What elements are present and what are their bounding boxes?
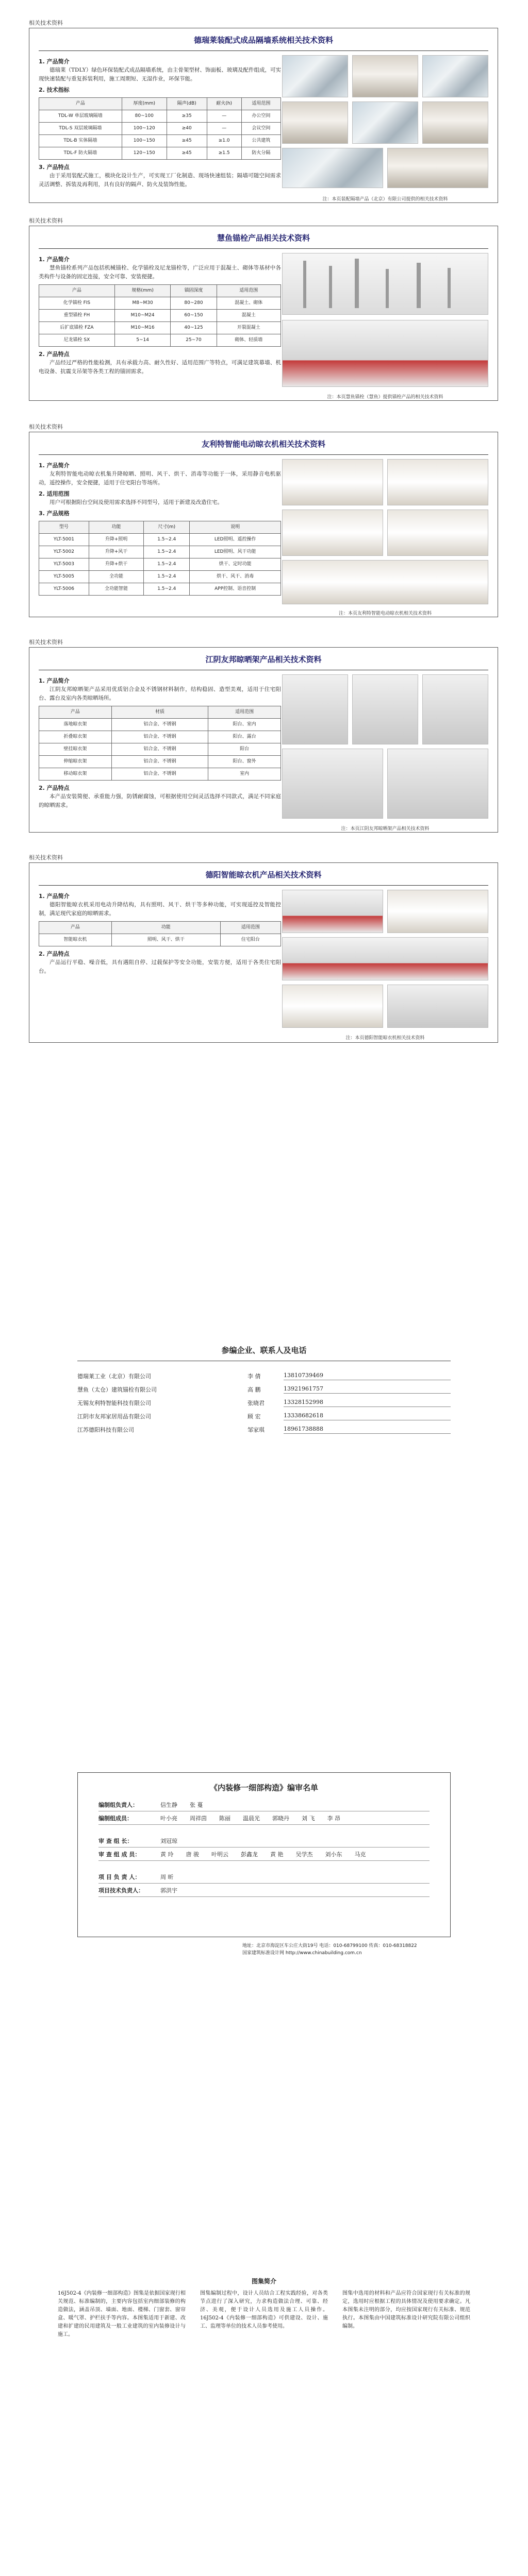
table-row: 落地晾衣架 铝合金、不锈钢 阳台、室内 (39, 719, 281, 731)
table-header: 产品 (39, 98, 122, 110)
heading: 1. 产品简介 (39, 58, 70, 65)
contacts-title: 参编企业、联系人及电话 (221, 1346, 307, 1355)
row-label: 项 目 负 责 人： (98, 1873, 141, 1880)
glass-partition-photo (282, 55, 348, 97)
dryer-usage-photo (282, 985, 383, 1028)
table-row: 重型锚栓 FH M10~M24 60~150 混凝土 (39, 310, 281, 322)
table-header: 适用范围 (208, 706, 281, 719)
divider (39, 454, 488, 455)
heading: 3. 产品规格 (39, 510, 70, 517)
table-header: 产品 (39, 706, 112, 719)
section-title: 友利特智能电动晾衣机相关技术资料 (201, 439, 325, 449)
text-column (39, 674, 281, 810)
company-name: 江阴市友邦家居用品有限公司 (77, 1413, 151, 1420)
atlas-intro (58, 2277, 470, 2339)
caption: 注：本页德阳智能晾衣机相关技术资料 (345, 1036, 425, 1041)
website-line: 国家建筑标准设计网 http://www.chinabuilding.com.cn (242, 1951, 362, 1956)
contact-row (77, 1423, 451, 1436)
anchor-bolts-photo (282, 253, 488, 315)
heading: 2. 产品特点 (39, 785, 70, 791)
paragraph: 由于采用装配式施工，模块化设计生产，可实现工厂化制造、现场快速组装；隔墙可随空间需求灵活调整、拆装及再利用，具有良好的隔声、防火及装饰性能。 (39, 173, 281, 188)
table-header: 规格(mm) (114, 285, 171, 297)
section-tag: 相关技术资料 (29, 854, 63, 861)
dryer-photo (282, 459, 383, 505)
heading: 1. 产品简介 (39, 256, 70, 263)
contact-row (77, 1410, 451, 1423)
contact-person: 邹家琪 (248, 1427, 265, 1433)
company-name: 慧鱼（太仓）建筑锚栓有限公司 (77, 1386, 157, 1393)
table-row: TDL-F 防火隔墙 120~150 ≥45 ≥1.5 防火分隔 (39, 147, 281, 160)
table-header: 适用范围 (241, 98, 280, 110)
table-header: 功能 (89, 521, 143, 534)
heading: 2. 技术指标 (39, 87, 70, 93)
caption: 注：本页友利特智能电动晾衣机相关技术资料 (338, 611, 432, 616)
telescopic-rack-photo (282, 749, 383, 819)
table-header: 型号 (39, 521, 89, 534)
photo-column (282, 55, 488, 194)
list-row: 项 目 负 责 人： 周 昕 (98, 1870, 430, 1884)
contact-row (77, 1396, 451, 1410)
contact-person: 顾 宏 (248, 1413, 261, 1420)
section-fischer (29, 226, 498, 401)
office-partition-photo (352, 55, 418, 97)
chemical-anchor-photo (282, 320, 488, 387)
section-youlite (29, 432, 498, 617)
table-header: 尺寸(m) (144, 521, 190, 534)
table-header: 锚固深度 (171, 285, 217, 297)
table-row: TDL-W 单层玻璃隔墙 80~100 ≥35 — 办公空间 (39, 110, 281, 123)
contacts-section (77, 1345, 451, 1436)
row-label: 项目技术负责人： (98, 1887, 144, 1894)
photo-column (282, 459, 488, 603)
mobile-rack-photo (387, 749, 488, 819)
section-tag: 相关技术资料 (29, 639, 63, 646)
table-header: 说明 (190, 521, 281, 534)
paragraph: 友利特智能电动晾衣机集升降晾晒、照明、风干、烘干、消毒等功能于一体，采用静音电机驱动，遥控操作，安全便捷，适用于住宅阳台等场所。 (39, 471, 281, 486)
section-title: 江阴友邦晾晒架产品相关技术资料 (205, 655, 322, 664)
table-row: 智能晾衣机 照明、风干、烘干 住宅阳台 (39, 934, 281, 946)
table-row: 移动晾衣架 铝合金、不锈钢 室内 (39, 768, 281, 781)
floor-rack-photo (282, 674, 348, 744)
dryer-detail-photo (387, 985, 488, 1028)
contact-phone: 18961738888 (284, 1426, 451, 1434)
contact-phone: 13810739469 (284, 1372, 451, 1380)
spec-table (39, 921, 281, 946)
contact-person: 高 鹏 (248, 1386, 261, 1393)
photo-column (282, 253, 488, 392)
section-title: 德阳智能晾衣机产品相关技术资料 (205, 870, 322, 879)
section-dreilai (29, 28, 498, 203)
contact-person: 李 倩 (248, 1373, 261, 1380)
table-header: 产品 (39, 285, 115, 297)
paragraph: 产品运行平稳、噪音低，具有遇阻自停、过载保护等安全功能，安装方便，适用于各类住宅阳台。 (39, 959, 281, 974)
heading: 1. 产品简介 (39, 462, 70, 469)
photo-column (282, 890, 488, 1029)
company-name: 德瑞莱工业（北京）有限公司 (77, 1373, 151, 1380)
intro-column: 图集中选用的材料和产品应符合国家现行有关标准的规定，选用时应根据工程的具体情况及使用要求确定。凡本图集未注明的部分，均应按国家现行有关标准、规范执行。本图集由中国建筑标准设计研究院有限公司组织编制。 (342, 2291, 470, 2329)
contact-row (77, 1383, 451, 1396)
contact-phone: 13328152998 (284, 1399, 451, 1407)
divider (39, 248, 488, 249)
table-row: YLT-5002 升降+风干 1.5~2.4 LED照明、风干功能 (39, 546, 281, 558)
section-tag: 相关技术资料 (29, 423, 63, 430)
workspace-photo (387, 148, 488, 188)
table-header: 适用范围 (217, 285, 280, 297)
text-column (39, 55, 281, 189)
section-title: 德瑞莱装配式成品隔墙系统相关技术资料 (193, 36, 333, 45)
lobby-photo (282, 148, 383, 188)
dryer-closeup-photo (282, 510, 383, 556)
table-row: 化学锚栓 FIS M8~M30 80~280 混凝土、砌体 (39, 297, 281, 310)
glass-wall-photo (352, 101, 418, 144)
intro-column: 16J502-4《内装修一细部构造》图集是依据国家现行相关规范、标准编制的，主要内容包括室内细部装修的构造做法，涵盖吊顶、墙面、地面、楼梯、门窗套、窗帘盒、暖气罩、护栏扶手等内容。本图集适用于新建、改建和扩建的民用建筑及一般工业建筑的室内装修设计与施工。 (58, 2291, 186, 2337)
heading: 2. 产品特点 (39, 951, 70, 957)
paragraph: 本产品安装简便、承重能力强，防锈耐腐蚀，可根据使用空间灵活选择不同款式，满足不同家庭的晾晒需求。 (39, 793, 281, 808)
divider (39, 50, 488, 51)
table-row: YLT-5001 升降+照明 1.5~2.4 LED照明、遥控操作 (39, 534, 281, 546)
folding-rack-photo (352, 674, 418, 744)
balcony-dryer-photo (387, 890, 488, 933)
heading: 2. 产品特点 (39, 351, 70, 358)
row-label: 审 查 组 长： (98, 1837, 133, 1844)
table-row: TDL-B 实体隔墙 100~150 ≥45 ≥1.0 公共建筑 (39, 135, 281, 147)
contact-row (77, 1369, 451, 1383)
company-name: 江苏德阳科技有限公司 (77, 1427, 134, 1433)
heading: 3. 产品特点 (39, 164, 70, 171)
row-label: 编制组负责人： (98, 1801, 138, 1808)
table-row: TDL-S 双层玻璃隔墙 100~120 ≥40 — 会议空间 (39, 123, 281, 135)
section-youbang (29, 647, 498, 833)
spec-table (39, 97, 281, 160)
dryer-panel-photo (282, 937, 488, 980)
table-header: 耐火(h) (207, 98, 241, 110)
paragraph: 江阴友邦晾晒架产品采用优质铝合金及不锈钢材料制作，结构稳固、造型美观，适用于住宅阳台、露台及室内各类晾晒场所。 (39, 686, 281, 701)
text-column (39, 253, 281, 376)
caption: 注：本页慧鱼锚栓（慧鱼）提供锚栓产品的相关技术资料 (327, 395, 443, 400)
contact-phone: 13921961757 (284, 1385, 451, 1394)
list-row: 编制组负责人： 信生静 张 蔓 (98, 1798, 430, 1811)
list-row: 审 查 组 成 员： 黄 玲 唐 骏 叶明云 彭鑫龙 黄 艳 吴学杰 刘小东 马克 (98, 1848, 430, 1861)
list-row: 编制组成员： 叶小亮 周祥茵 陈丽 温晨光 郭晓丹 刘 飞 李 昂 (98, 1811, 430, 1825)
balcony-photo (387, 459, 488, 505)
heading: 1. 产品简介 (39, 677, 70, 684)
paragraph: 用户可根据阳台空间及使用需求选择不同型号，适用于新建及改造住宅。 (50, 499, 223, 505)
dryer-rack-photo (387, 510, 488, 556)
table-header: 适用范围 (220, 922, 280, 934)
paragraph: 德阳智能晾衣机采用电动升降结构，具有照明、风干、烘干等多种功能，可实现遥控及智能控制，满足现代家庭的晾晒需求。 (39, 902, 281, 917)
table-row: 折叠晾衣架 铝合金、不锈钢 阳台、露台 (39, 731, 281, 743)
list-row: 项目技术负责人： 郭洪宇 (98, 1884, 430, 1897)
photo-column (282, 674, 488, 819)
table-header: 材质 (111, 706, 208, 719)
table-row: 伸缩晾衣架 铝合金、不锈钢 阳台、窗外 (39, 756, 281, 768)
company-name: 无锡友利特智能科技有限公司 (77, 1400, 151, 1406)
corridor-partition-photo (422, 55, 488, 97)
paragraph: 慧鱼锚栓系列产品包括机械锚栓、化学锚栓及尼龙锚栓等，广泛应用于混凝土、砌体等基材中各类构件与设备的固定连接，安全可靠、安装便捷。 (39, 265, 281, 280)
spec-table (39, 706, 281, 781)
spec-table (39, 284, 281, 347)
contact-person: 张晓君 (248, 1400, 265, 1406)
interior-photo (422, 101, 488, 144)
table-header: 隔声(dB) (167, 98, 207, 110)
dryer-install-photo (282, 560, 488, 604)
heading: 2. 适用范围 (39, 490, 70, 497)
contact-phone: 13338682618 (284, 1412, 451, 1420)
intro-column: 图集编制过程中，设计人员结合工程实践经验，对各类节点进行了深入研究，力求构造做法合理、可靠、经济、美观，便于设计人员选用及施工人员操作。16J502-4《内装修一细部构造》可供建设、设计、施工、监理等单位的技术人员参考使用。 (200, 2291, 328, 2329)
heading: 1. 产品简介 (39, 893, 70, 900)
publisher-contact (242, 1942, 451, 1957)
table-row: 后扩底锚栓 FZA M10~M16 40~125 开裂混凝土 (39, 322, 281, 334)
text-column (39, 890, 281, 976)
intro-title: 图集简介 (251, 2278, 276, 2285)
list-title: 《内装修一细部构造》编审名单 (209, 1783, 318, 1792)
table-header: 厚度(mm) (122, 98, 167, 110)
table-header: 产品 (39, 922, 112, 934)
editorial-list (77, 1772, 451, 1937)
paragraph: 德瑞莱（TDLY）绿色环保装配式成品隔墙系统，由主骨架型材、饰面板、玻璃及配件组成，可实现快速装配与重复拆装利用，施工周期短、无湿作业，环保节能。 (39, 67, 281, 82)
table-row: 尼龙锚栓 SX 5~14 25~70 砌体、轻质墙 (39, 334, 281, 347)
text-column (39, 459, 281, 599)
table-header: 功能 (111, 922, 220, 934)
section-title: 慧鱼锚栓产品相关技术资料 (217, 233, 310, 243)
contact-line: 地址：北京市海淀区车公庄大街19号 电话：010-68799100 传真：010-68318822 (242, 1943, 417, 1948)
table-row: YLT-5003 升降+烘干 1.5~2.4 烘干、定时功能 (39, 558, 281, 571)
table-row: YLT-5006 全功能智能 1.5~2.4 APP控制、语音控制 (39, 583, 281, 596)
wall-rack-photo (422, 674, 488, 744)
paragraph: 产品经过严格的性能检测，具有承载力高、耐久性好、适用范围广等特点，可满足建筑幕墙、机电设备、抗震支吊架等各类工程的锚固需求。 (39, 360, 281, 375)
spec-table (39, 521, 281, 596)
row-label: 审 查 组 成 员： (98, 1851, 141, 1858)
smart-dryer-photo (282, 890, 383, 933)
table-row: YLT-5005 全功能 1.5~2.4 烘干、风干、消毒 (39, 571, 281, 583)
table-row: 壁挂晾衣架 铝合金、不锈钢 阳台 (39, 743, 281, 756)
list-row: 审 查 组 长： 刘冠琼 (98, 1834, 430, 1848)
divider (39, 885, 488, 886)
row-label: 编制组成员： (98, 1815, 133, 1822)
section-tag: 相关技术资料 (29, 20, 63, 26)
caption: 注：本页江阴友邦晾晒架产品相关技术资料 (341, 826, 430, 832)
caption: 注：本页装配隔墙产品（北京）有限公司提供的相关技术资料 (322, 197, 448, 202)
meeting-room-photo (282, 101, 348, 144)
section-deyang (29, 862, 498, 1043)
section-tag: 相关技术资料 (29, 217, 63, 224)
